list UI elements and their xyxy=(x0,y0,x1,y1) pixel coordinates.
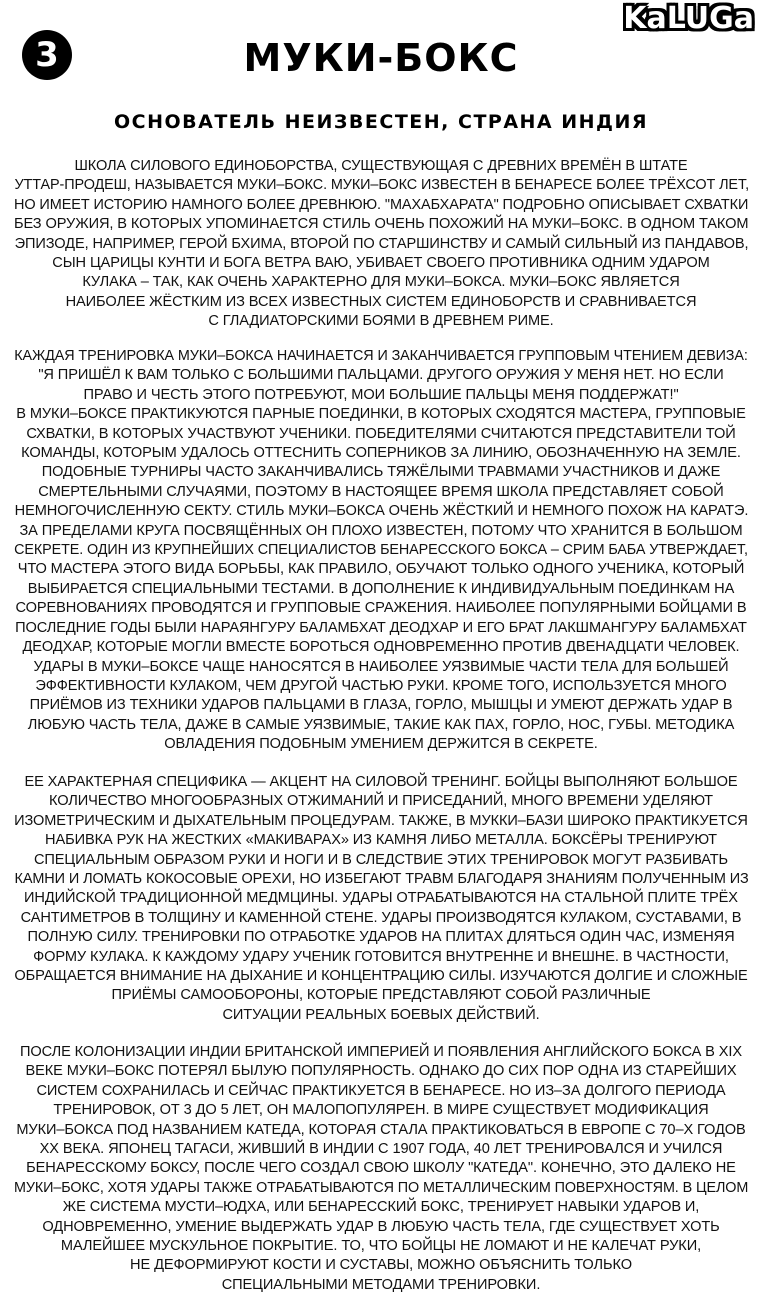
kaluga-logo: KaLUGa xyxy=(623,1,754,36)
text-line: ЧТО МАСТЕРА ЭТОГО ВИДА БОРЬБЫ, КАК ПРАВИЛО, ОБУЧАЮТ ТОЛЬКО ОДНОГО УЧЕНИКА, КОТОРЫЙ xyxy=(17,561,745,578)
text-line: КОЛИЧЕСТВО МНОГООБРАЗНЫХ ОТЖИМАНИЙ И ПРИСЕДАНИЙ, МНОГО ВРЕМЕНИ УДЕЛЯЮТ xyxy=(48,793,713,810)
text-line: КАЖДАЯ ТРЕНИРОВКА МУКИ–БОКСА НАЧИНАЕТСЯ И ЗАКАНЧИВАЕТСЯ ГРУППОВЫМ ЧТЕНИЕМ ДЕВИЗА: xyxy=(14,348,748,364)
text-line: СЫН ЦАРИЦЫ КУНТИ И БОГА ВЕТРА ВАЮ, УБИВАЕТ СВОЕГО ПРОТИВНИКА ОДНИМ УДАРОМ xyxy=(52,255,710,272)
text-line: ШКОЛА СИЛОВОГО ЕДИНОБОРСТВА, СУЩЕСТВУЮЩАЯ С ДРЕВНИХ ВРЕМЁН В ШТАТЕ xyxy=(74,158,688,174)
text-line: ВЫБИРАЕТСЯ СПЕЦИАЛЬНЫМИ ТЕСТАМИ. В ДОПОЛНЕНИЕ К ИНДИВИДУАЛЬНЫМ ПОЕДИНКАМ НА xyxy=(27,580,735,597)
text-line: ПРАВО И ЧЕСТЬ ЭТОГО ПОТРЕБУЮТ, МОИ БОЛЬШИЕ ПАЛЬЦЫ МЕНЯ ПОДДЕРЖАТ!" xyxy=(83,386,679,403)
page-title: МУКИ-БОКС xyxy=(243,36,519,80)
text-line: УДАРЫ В МУКИ–БОКСЕ ЧАЩЕ НАНОСЯТСЯ В НАИБОЛЕЕ УЯЗВИМЫЕ ЧАСТИ ТЕЛА ДЛЯ БОЛЬШЕЙ xyxy=(33,658,729,675)
text-line: КУЛАКА – ТАК, КАК ОЧЕНЬ ХАРАКТЕРНО ДЛЯ МУКИ–БОКСА. МУКИ–БОКС ЯВЛЯЕТСЯ xyxy=(82,274,680,291)
text-line: ЭФФЕКТИВНОСТИ КУЛАКОМ, ЧЕМ ДРУГОЙ ЧАСТЬЮ РУКИ. КРОМЕ ТОГО, ИСПОЛЬЗУЕТСЯ МНОГО xyxy=(35,677,727,694)
text-line: ПРИЁМОВ ИЗ ТЕХНИКИ УДАРОВ ПАЛЬЦАМИ В ГЛАЗА, ГОРЛО, МЫШЦЫ И УМЕЮТ ДЕРЖАТЬ УДАР В xyxy=(29,697,733,714)
text-line: ВЕКЕ МУКИ–БОКС ПОТЕРЯЛ БЫЛУЮ ПОПУЛЯРНОСТЬ. ОДНАКО ДО СИХ ПОР ОДНА ИЗ СТАРЕЙШИХ xyxy=(25,1063,737,1080)
text-line: НАИБОЛЕЕ ЖЁСТКИМ ИЗ ВСЕХ ИЗВЕСТНЫХ СИСТЕМ ЕДИНОБОРСТВ И СРАВНИВАЕТСЯ xyxy=(65,293,697,310)
page-subtitle: ОСНОВАТЕЛЬ НЕИЗВЕСТЕН, СТРАНА ИНДИЯ xyxy=(113,111,649,133)
text-line: БЕНАРЕССКОМУ БОКСУ, ПОСЛЕ ЧЕГО СОЗДАЛ СВОЮ ШКОЛУ "КАТЕДА". КОНЕЧНО, ЭТО ДАЛЕКО НЕ xyxy=(26,1160,736,1177)
text-line: ИЗОМЕТРИЧЕСКИМ И ДЫХАТЕЛЬНЫМ ПРОЦЕДУРАМ. ТАКЖЕ, В МУККИ–БАЗИ ШИРОКО ПРАКТИКУЕТСЯ xyxy=(14,812,748,829)
text-line: ТРЕНИРОВОК, ОТ 3 ДО 5 ЛЕТ, ОН МАЛОПОПУЛЯРЕН. В МИРЕ СУЩЕСТВУЕТ МОДИФИКАЦИЯ xyxy=(53,1102,709,1119)
text-line: ФОРМУ КУЛАКА. К КАЖДОМУ УДАРУ УЧЕНИК ГОТОВИТСЯ ВНУТРЕННЕ И ВНЕШНЕ. В ЧАСТНОСТИ, xyxy=(33,948,729,965)
text-line: БЕЗ ОРУЖИЯ, В КОТОРЫХ УПОМИНАЕТСЯ СТИЛЬ ОЧЕНЬ ПОХОЖИЙ НА МУКИ–БОКС. В ОДНОМ ТАКОМ xyxy=(14,216,749,233)
text-line: СМЕРТЕЛЬНЫМИ СЛУЧАЯМИ, ПОЭТОМУ В НАСТОЯЩЕЕ ВРЕМЯ ШКОЛА ПРЕДСТАВЛЯЕТ СОБОЙ xyxy=(38,483,724,500)
text-line: ПОСЛЕДНИЕ ГОДЫ БЫЛИ НАРАЯНГУРУ БАЛАМБХАТ ДЕОДХАР И ЕГО БРАТ ЛАКШМАНГУРУ БАЛАМБХАТ xyxy=(15,619,747,636)
text-line: XX ВЕКА. ЯПОНЕЦ ТАГАСИ, ЖИВШИЙ В ИНДИИ С 1907 ГОДА, 40 ЛЕТ ТРЕНИРОВАЛСЯ И УЧИЛСЯ xyxy=(39,1141,723,1158)
text-line: ИНДИЙСКОЙ ТРАДИЦИОННОЙ МЕДМЦИНЫ. УДАРЫ ОТРАБАТЫВАЮТСЯ НА СТАЛЬНОЙ ПЛИТЕ ТРЁХ xyxy=(24,890,738,907)
text-line: ЗА ПРЕДЕЛАМИ КРУГА ПОСВЯЩЁННЫХ ОН ПЛОХО ИЗВЕСТЕН, ПОТОМУ ЧТО ХРАНИТСЯ В БОЛЬШОМ xyxy=(19,522,743,539)
text-line: КОМАНДЫ, КОТОРЫМ УДАЛОСЬ ОТТЕСНИТЬ СОПЕРНИКОВ ЗА ЛИНИЮ, ОБОЗНАЧЕННУЮ НА ЗЕМЛЕ. xyxy=(21,445,741,462)
text-line: ПОСЛЕ КОЛОНИЗАЦИИ ИНДИИ БРИТАНСКОЙ ИМПЕРИЕЙ И ПОЯВЛЕНИЯ АНГЛИЙСКОГО БОКСА В XIX xyxy=(20,1044,742,1060)
text-line: ЖЕ СИСТЕМА МУСТИ–ЮДХА, ИЛИ БЕНАРЕССКИЙ БОКС, ТРЕНИРУЕТ НАВЫКИ УДАРОВ И, xyxy=(62,1199,700,1216)
text-line: НАБИВКА РУК НА ЖЕСТКИХ «МАКИВАРАХ» ИЗ КАМНЯ ЛИБО МЕТАЛЛА. БОКСЁРЫ ТРЕНИРУЮТ xyxy=(45,832,717,849)
text-line: НО ИМЕЕТ ИСТОРИЮ НАМНОГО БОЛЕЕ ДРЕВНЮЮ. "МАХАБХАРАТА" ПОДРОБНО ОПИСЫВАЕТ СХВАТКИ xyxy=(14,196,749,213)
text-line: МАЛЕЙШЕЕ МУСКУЛЬНОЕ ПОКРЫТИЕ. ТО, ЧТО БОЙЦЫ НЕ ЛОМАЮТ И НЕ КАЛЕЧАТ РУКИ, xyxy=(60,1238,702,1255)
text-line: СИТУАЦИИ РЕАЛЬНЫХ БОЕВЫХ ДЕЙСТВИЙ. xyxy=(222,1006,540,1023)
text-line: С ГЛАДИАТОРСКИМИ БОЯМИ В ДРЕВНЕМ РИМЕ. xyxy=(208,313,554,330)
text-line: СОРЕВНОВАНИЯХ ПРОВОДЯТСЯ И ГРУППОВЫЕ СРАЖЕНИЯ. НАИБОЛЕЕ ПОПУЛЯРНЫМИ БОЙЦАМИ В xyxy=(15,600,747,617)
text-line: НЕ ДЕФОРМИРУЮТ КОСТИ И СУСТАВЫ, МОЖНО ОБЪЯСНИТЬ ТОЛЬКО xyxy=(130,1257,632,1274)
text-line: ОДНОВРЕМЕННО, УМЕНИЕ ВЫДЕРЖАТЬ УДАР В ЛЮБУЮ ЧАСТЬ ТЕЛА, ГДЕ СУЩЕСТВУЕТ ХОТЬ xyxy=(42,1218,720,1235)
text-line: ОБРАЩАЕТСЯ ВНИМАНИЕ НА ДЫХАНИЕ И КОНЦЕНТРАЦИЮ СИЛЫ. ИЗУЧАЮТСЯ ДОЛГИЕ И СЛОЖНЫЕ xyxy=(14,968,748,985)
text-line: ПОДОБНЫЕ ТУРНИРЫ ЧАСТО ЗАКАНЧИВАЛИСЬ ТЯЖЁЛЫМИ ТРАВМАМИ УЧАСТНИКОВ И ДАЖЕ xyxy=(41,464,721,481)
paragraph-4 xyxy=(14,1043,748,1295)
text-line: В МУКИ–БОКСЕ ПРАКТИКУЮТСЯ ПАРНЫЕ ПОЕДИНКИ, В КОТОРЫХ СХОДЯТСЯ МАСТЕРА, ГРУППОВЫЕ xyxy=(16,406,746,423)
text-line: ЕЕ ХАРАКТЕРНАЯ СПЕЦИФИКА — АКЦЕНТ НА СИЛОВОЙ ТРЕНИНГ. БОЙЦЫ ВЫПОЛНЯЮТ БОЛЬШОЕ xyxy=(24,774,738,790)
text-line: УТТАР-ПРОДЕШ, НАЗЫВАЕТСЯ МУКИ–БОКС. МУКИ–БОКС ИЗВЕСТЕН В БЕНАРЕСЕ БОЛЕЕ ТРЁХСОТ ЛЕТ, xyxy=(14,177,749,194)
text-line: КАМНИ И ЛОМАТЬ КОКОСОВЫЕ ОРЕХИ, НО ИЗБЕГАЮТ ТРАВМ БЛАГОДАРЯ ЗНАНИЯМ ПОЛУЧЕННЫМ ИЗ xyxy=(14,871,749,888)
text-line: СЕКРЕТЕ. ОДИН ИЗ КРУПНЕЙШИХ СПЕЦИАЛИСТОВ БЕНАРЕССКОГО БОКСА – СРИМ БАБА УТВЕРЖДАЕТ, xyxy=(14,542,748,559)
paragraph-3 xyxy=(14,773,748,1025)
text-line: ПОЛНУЮ СИЛУ. ТРЕНИРОВКИ ПО ОТРАБОТКЕ УДАРОВ НА ПЛИТАХ ДЛЯТЬСЯ ОДИН ЧАС, ИЗМЕНЯЯ xyxy=(27,929,735,946)
text-line: НЕМНОГОЧИСЛЕННУЮ СЕКТУ. СТИЛЬ МУКИ–БОКСА ОЧЕНЬ ЖЁСТКИЙ И НЕМНОГО ПОХОЖ НА КАРАТЭ. xyxy=(14,503,748,520)
text-line: МУКИ–БОКС, ХОТЯ УДАРЫ ТАКЖЕ ОТРАБАТЫВАЮТСЯ ПО МЕТАЛЛИЧЕСКИМ ПОВЕРХНОСТЯМ. В ЦЕЛОМ xyxy=(14,1179,749,1196)
text-line: ЛЮБУЮ ЧАСТЬ ТЕЛА, ДАЖЕ В САМЫЕ УЯЗВИМЫЕ, ТАКИЕ КАК ПАХ, ГОРЛО, НОС, ГУБЫ. МЕТОДИКА xyxy=(27,716,735,733)
text-line: САНТИМЕТРОВ В ТОЛЩИНУ И КАМЕННОЙ СТЕНЕ. УДАРЫ ПРОИЗВОДЯТСЯ КУЛАКОМ, СУСТАВАМИ, В xyxy=(20,909,742,926)
text-line: "Я ПРИШЁЛ К ВАМ ТОЛЬКО С БОЛЬШИМИ ПАЛЬЦАМИ. ДРУГОГО ОРУЖИЯ У МЕНЯ НЕТ. НО ЕСЛИ xyxy=(38,367,724,384)
page-number: 3 xyxy=(35,35,59,75)
text-line: ПРИЁМЫ САМООБОРОНЫ, КОТОРЫЕ ПРЕДСТАВЛЯЮТ СОБОЙ РАЗЛИЧНЫЕ xyxy=(111,987,651,1004)
paragraph-1 xyxy=(14,157,748,332)
paragraph-2 xyxy=(14,347,748,755)
text-line: СПЕЦИАЛЬНЫМИ МЕТОДАМИ ТРЕНИРОВКИ. xyxy=(221,1276,541,1293)
text-line: СХВАТКИ, В КОТОРЫХ УЧАСТВУЮТ УЧЕНИКИ. ПОБЕДИТЕЛЯМИ СЧИТАЮТСЯ ПРЕДСТАВИТЕЛИ ТОЙ xyxy=(26,425,736,442)
text-line: ЭПИЗОДЕ, НАПРИМЕР, ГЕРОЙ БХИМА, ВТОРОЙ ПО СТАРШИНСТВУ И САМЫЙ СИЛЬНЫЙ ИЗ ПАНДАВОВ, xyxy=(14,235,748,252)
text-line: СПЕЦИАЛЬНЫМ ОБРАЗОМ РУКИ И НОГИ И В СЛЕДСТВИЕ ЭТИХ ТРЕНИРОВОК МОГУТ РАЗБИВАТЬ xyxy=(33,851,729,868)
text-line: ОВЛАДЕНИЯ ПОДОБНЫМ УМЕНИЕМ ДЕРЖИТСЯ В СЕКРЕТЕ. xyxy=(164,736,598,753)
text-line: ДЕОДХАР, КОТОРЫЕ МОГЛИ ВМЕСТЕ БОРОТЬСЯ ОДНОВРЕМЕННО ПРОТИВ ДВЕНАДЦАТИ ЧЕЛОВЕК. xyxy=(22,639,740,656)
text-line: СИСТЕМ СОХРАНИЛАСЬ И СЕЙЧАС ПРАКТИКУЕТСЯ В БЕНАРЕСЕ. НО ИЗ–ЗА ДОЛГОГО ПЕРИОДА xyxy=(36,1082,726,1099)
text-line: МУКИ–БОКСА ПОД НАЗВАНИЕМ КАТЕДА, КОТОРАЯ СТАЛА ПРАКТИКОВАТЬСЯ В ЕВРОПЕ С 70–Х ГОДОВ xyxy=(16,1121,746,1138)
